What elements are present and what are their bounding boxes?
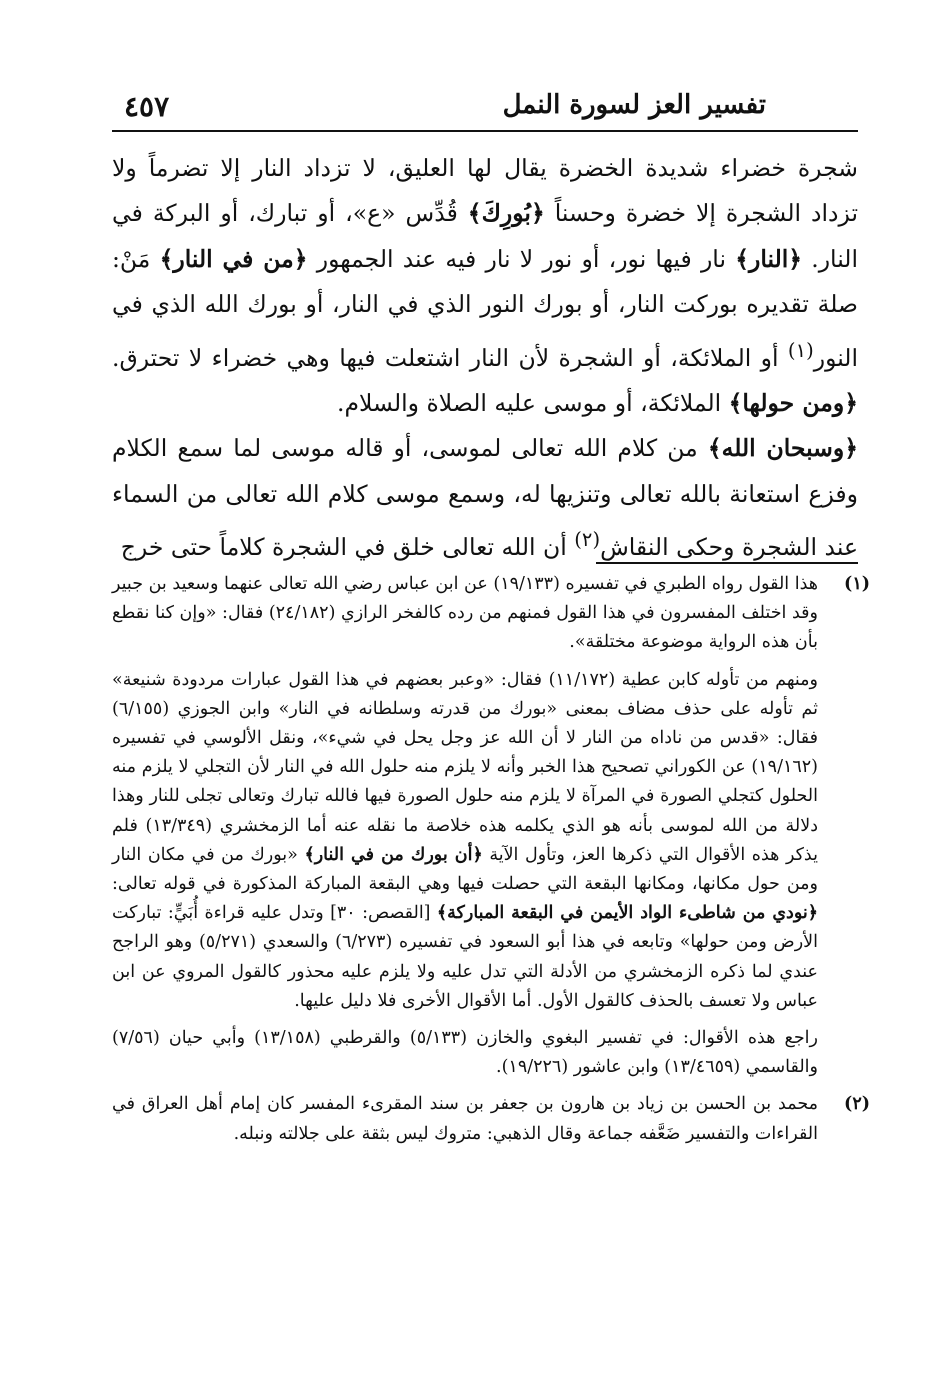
- footnote-2: [112, 1090, 870, 1148]
- footnote-1: [112, 570, 870, 1082]
- main-text: [112, 146, 858, 570]
- page-header: [112, 88, 858, 134]
- footnotes: [112, 570, 870, 1157]
- quran-quote: ﴿أن بورك من في النار﴾: [304, 844, 483, 865]
- footnote-marker: (٢): [844, 1094, 870, 1115]
- footnote-paragraph: هذا القول رواه الطبري في تفسيره (١٩/١٣٣) عن ابن عباس رضي الله تعالى عنهما وسعيد بن جبير وقد اختلف المفسرون في هذا القول فمنهم من رده كالفخر الرازي (٢٤/١٨٢) فقال: «وإن كنا نقطع بأن هذه الرواية موضوعة مختلقة».: [112, 574, 818, 653]
- page-number: ٤٥٧: [124, 90, 170, 123]
- quran-quote: ﴿بُورِكَ﴾: [467, 199, 545, 228]
- running-title: تفسير العز لسورة النمل: [502, 90, 766, 120]
- text-run: قُدِّس «ع»، أو تبارك، أو البركة في النار.: [112, 199, 858, 273]
- text-run: أن الله تعالى خلق في الشجرة كلاماً حتى خرج: [120, 532, 575, 561]
- text-run: مَنْ: صلة تقديره بوركت النار، أو بورك النور الذي في النار، أو بورك الله الذي في النور: [112, 244, 858, 372]
- footnote-paragraph: [112, 666, 818, 1016]
- text-run: [القصص: ٣٠] وتدل عليه قراءة أُبَيٍّ: تباركت الأرض ومن حولها» وتابعه في هذا أبو السعود في تفسيره (٦/٢٧٣) والسعدي (٥/٢٧١) وهو الراجح عندي لما ذكره الزمخشري من الأدلة التي تدل عليه ولا يلزم عليه محذور كالقول المروي عن ابن عباس ولا تعسف بالحذف كالقول الأول. أما الأقوال الأخرى فلا دليل عليها.: [112, 903, 819, 1011]
- footnote-marker: (١): [844, 574, 870, 594]
- footnote-separator: [596, 562, 858, 564]
- quran-quote: ﴿نودي من شاطىء الواد الأيمن في البقعة المباركة﴾: [436, 903, 818, 924]
- footnote-ref-2[interactable]: (٢): [574, 528, 601, 552]
- quran-quote: ﴿النار﴾: [735, 244, 803, 273]
- text-run: شجرة خضراء شديدة الخضرة يقال لها العليق، لا تزداد النار إلا تضرماً ولا تزداد الشجرة إلا خضرة وحسناً: [112, 154, 858, 228]
- text-run: «بورك من في مكان النار ومن حول مكانها، ومكانها البقعة التي حصلت فيها وهي البقعة المباركة المذكورة في قوله تعالى:: [112, 844, 818, 895]
- text-run: ومنهم من تأوله كابن عطية (١١/١٧٢) فقال: «وعبر بعضهم في هذا القول عبارات مردودة شنيعة» ثم تأوله على حذف مضاف بمعنى «بورك من قدرته وسلطانه في النار» وابن الجوزي (٦/١٥٥) فقال: «قدس من ناداه من النار لا أن الله عز وجل يحل في شيء»، ونقل الألوسي في تفسيره (١٩/١٦٢) عن الكوراني تصحيح هذا الخبر وأنه لا يلزم منه حلول الله في النار لأن التجلي لا يلزم منه الحلول كتجلي الصورة في المرآة لا يلزم منه حلول الصورة فيها فالله تبارك وتعالى تجلى للنار وهذا دلالة من الله لموسى بأنه هو الذي يكلمه هذه خلاصة ما نقله عنه أما الزمخشري (١٣/٣٤٩) فلم يذكر هذه الأقوال التي ذكرها العز، وتأول الآية: [112, 669, 819, 865]
- quran-quote: ﴿من في النار﴾: [159, 244, 308, 273]
- text-run: نار فيها نور، أو نور لا نار فيه عند الجمهور: [307, 244, 736, 273]
- text-run: الملائكة، أو موسى عليه الصلاة والسلام.: [336, 388, 729, 417]
- text-run: أو الملائكة، أو الشجرة لأن النار اشتعلت فيها وهي خضراء لا تحترق.: [112, 343, 788, 372]
- quran-quote: ﴿وسبحان الله﴾: [707, 434, 858, 463]
- footnote-ref-1[interactable]: (١): [787, 338, 814, 362]
- text-run: من كلام الله تعالى لموسى، أو قاله موسى لما سمع الكلام وفزع استعانة بالله تعالى وتنزيها له، وسمع موسى كلام الله تعالى من السماء عند الشجرة وحكى النقاش: [112, 434, 858, 561]
- quran-quote: ﴿ومن حولها﴾: [728, 388, 858, 417]
- main-paragraph-1: [112, 146, 858, 426]
- header-rule: [112, 130, 858, 132]
- main-paragraph-2: [112, 426, 858, 570]
- footnote-paragraph: محمد بن الحسن بن زياد بن هارون بن جعفر بن سند المقرىء المفسر كان إمام أهل العراق في القراءات والتفسير ضَعَّفه جماعة وقال الذهبي: متروك ليس بثقة على جلالته ونبله.: [112, 1094, 818, 1144]
- footnote-paragraph: راجع هذه الأقوال: في تفسير البغوي والخازن (٥/١٣٣) والقرطبي (١٣/١٥٨) وأبي حيان (٧/٥٦) والقاسمي (١٣/٤٦٥٩) وابن عاشور (١٩/٢٢٦).: [112, 1028, 818, 1078]
